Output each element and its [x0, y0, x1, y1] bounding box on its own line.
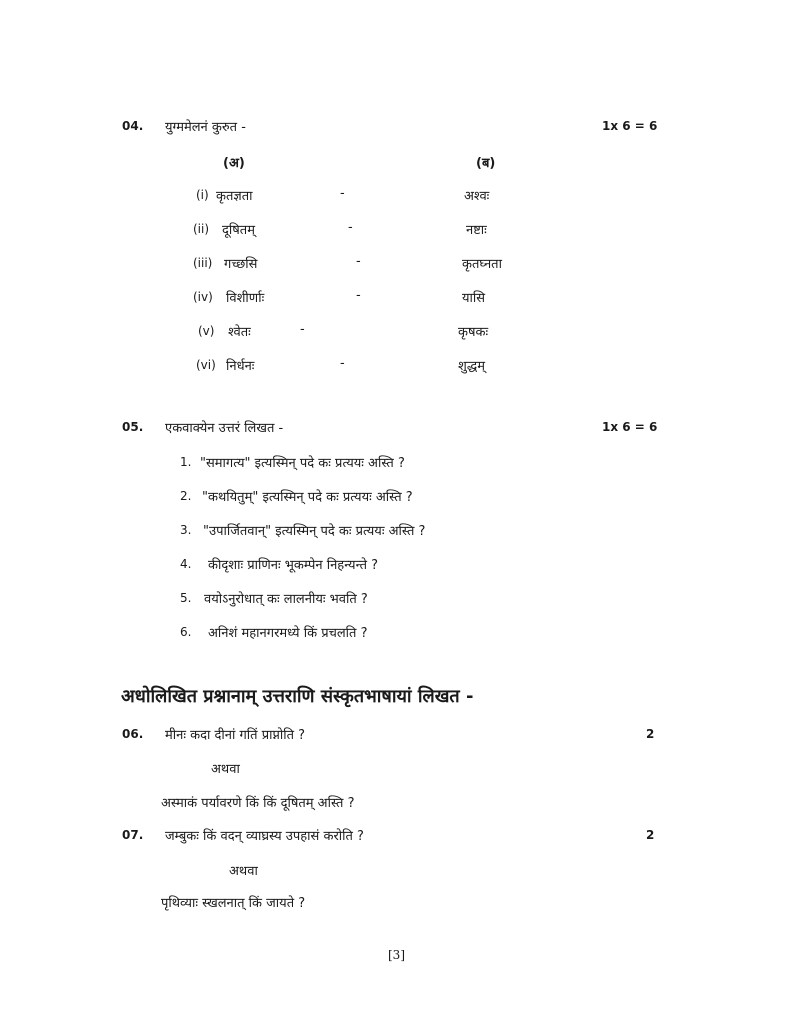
q04-row-col-b: शुद्धम् — [458, 359, 486, 374]
q04-row-dash: - — [348, 220, 353, 235]
q04-row-col-a: दूषितम् — [222, 223, 255, 238]
q06-or-label: अथवा — [211, 762, 240, 777]
q04-row-dash: - — [340, 356, 345, 371]
q07-question: जम्बुकः किं वदन् व्याघ्रस्य उपहासं करोति ? — [165, 829, 364, 844]
q05-item-number: 5. — [180, 591, 192, 605]
q05-item-number: 3. — [180, 523, 192, 537]
q04-row-dash: - — [356, 254, 361, 269]
q04-row-col-b: कृषकः — [458, 325, 489, 340]
q05-number: 05. — [122, 420, 144, 434]
q07-or-label: अथवा — [229, 864, 258, 879]
q06-number: 06. — [122, 727, 144, 741]
q06-alternate-question: अस्माकं पर्यावरणे किं किं दूषितम् अस्ति ? — [161, 796, 355, 811]
q07-alternate-question: पृथिव्याः स्खलनात् किं जायते ? — [161, 896, 306, 911]
q04-row-col-b: यासि — [462, 291, 486, 306]
q04-instruction: युग्ममेलनं कुरुत - — [165, 120, 246, 135]
q04-row-col-b: नष्टाः — [466, 223, 487, 238]
q04-number: 04. — [122, 119, 144, 133]
q04-row-col-a: निर्धनः — [226, 359, 255, 374]
q05-item-text: कीदृशाः प्राणिनः भूकम्पेन निहन्यन्ते ? — [208, 558, 379, 573]
q04-row-roman: (vi) — [196, 358, 216, 372]
q05-instruction: एकवाक्येन उत्तरं लिखत - — [165, 421, 284, 436]
q04-row-dash: - — [356, 288, 361, 303]
q04-row-roman: (iv) — [193, 290, 213, 304]
q04-row-col-a: विशीर्णाः — [226, 291, 265, 306]
q04-row-col-a: श्वेतः — [228, 325, 251, 340]
q07-number: 07. — [122, 828, 144, 842]
q05-marks: 1x 6 = 6 — [602, 420, 658, 434]
q04-row-dash: - — [300, 322, 305, 337]
q05-item-text: "कथयितुम्" इत्यस्मिन् पदे कः प्रत्ययः अस्ति ? — [202, 490, 413, 505]
q04-row-col-b: कृतघ्नता — [462, 257, 502, 272]
q04-column-b-header: (ब) — [476, 156, 496, 171]
q04-row-roman: (iii) — [193, 256, 213, 270]
q04-marks: 1x 6 = 6 — [602, 119, 658, 133]
q04-row-col-a: कृतज्ञता — [216, 189, 253, 204]
q05-item-number: 4. — [180, 557, 192, 571]
q05-item-text: अनिशं महानगरमध्ये किं प्रचलति ? — [208, 626, 368, 641]
q05-item-number: 2. — [180, 489, 192, 503]
q05-item-text: "समागत्य" इत्यस्मिन् पदे कः प्रत्ययः अस्ति ? — [200, 456, 405, 471]
section-heading: अधोलिखित प्रश्नानाम् उत्तराणि संस्कृतभाषायां लिखत - — [121, 686, 474, 707]
q05-item-text: "उपार्जितवान्" इत्यस्मिन् पदे कः प्रत्ययः अस्ति ? — [203, 524, 426, 539]
q05-item-text: वयोऽनुरोधात् कः लालनीयः भवति ? — [204, 592, 368, 607]
q04-row-dash: - — [340, 186, 345, 201]
q04-row-roman: (ii) — [193, 222, 210, 236]
q05-item-number: 1. — [180, 455, 192, 469]
q05-item-number: 6. — [180, 625, 192, 639]
q04-row-roman: (v) — [198, 324, 215, 338]
q04-row-roman: (i) — [196, 188, 209, 202]
q04-column-a-header: (अ) — [223, 156, 245, 171]
q04-row-col-a: गच्छसि — [224, 257, 258, 272]
page-number: [3] — [388, 948, 405, 962]
q06-question: मीनः कदा दीनां गतिं प्राप्नोति ? — [165, 728, 306, 743]
q06-marks: 2 — [646, 727, 655, 741]
q07-marks: 2 — [646, 828, 655, 842]
q04-row-col-b: अश्वः — [464, 189, 490, 204]
